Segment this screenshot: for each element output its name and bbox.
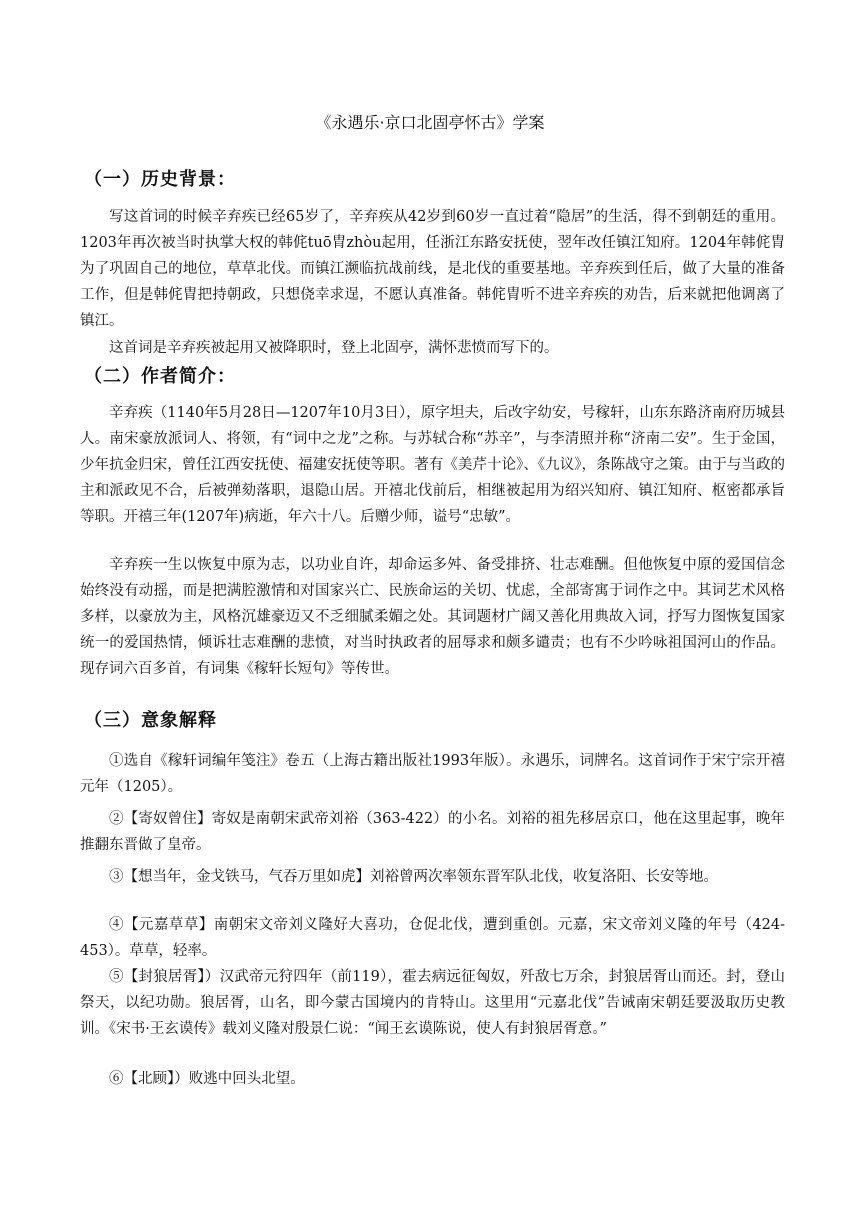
section-heading-history: （一）历史背景：	[84, 169, 236, 190]
author-paragraph-1: 辛弃疾（1140年5月28日—1207年10月3日），原字坦夫，后改字幼安，号稼轩，山东东路济南府历城县人。南宋豪放派词人、将领，有“词中之龙”之称。与苏轼合称“苏辛”，与李清照并称“济南二安”。生于金国，少年抗金归宋，曾任江西安抚使、福建安抚使等职。著有《美芹十论》、《九议》，条陈战守之策。由于与当政的主和派政见不合，后被弹劾落职，退隐山居。开禧北伐前后，相继被起用为绍兴知府、镇江知府、枢密都承旨等职。开禧三年(1207年)病逝，年六十八。后赠少师，谥号“忠敏”。	[80, 405, 785, 525]
history-paragraph-1: 写这首词的时候辛弃疾已经65岁了，辛弃疾从42岁到60岁一直过着“隐居”的生活，得不到朝廷的重用。1203年再次被当时执掌大权的韩侂tuō胄zhòu起用，任浙江东路安抚使，翌年改任镇江知府。1204年韩侂胄为了巩固自己的地位，草草北伐。而镇江濒临抗战前线，是北伐的重要基地。辛弃疾到任后，做了大量的准备工作，但是韩侂胄把持朝政，只想侥幸求逞，不愿认真准备。韩侂胄听不进辛弃疾的劝告，后来就把他调离了镇江。	[80, 209, 785, 329]
document-title: 《永遇乐·京口北固亭怀古》学案	[315, 113, 545, 132]
imagery-note-4: ④【元嘉草草】南朝宋文帝刘义隆好大喜功，仓促北伐，遭到重创。元嘉，宋文帝刘义隆的年号（424-453）。草草，轻率。	[80, 917, 785, 959]
author-paragraph-2: 辛弃疾一生以恢复中原为志，以功业自许，却命运多舛、备受排挤、壮志难酬。但他恢复中原的爱国信念始终没有动摇，而是把满腔激情和对国家兴亡、民族命运的关切、忧虑，全部寄寓于词作之中。其词艺术风格多样，以豪放为主，风格沉雄豪迈又不乏细腻柔媚之处。其词题材广阔又善化用典故入词，抒写力图恢复国家统一的爱国热情，倾诉壮志难酬的悲愤，对当时执政者的屈辱求和颇多谴责；也有不少吟咏祖国河山的作品。现存词六百多首，有词集《稼轩长短句》等传世。	[80, 557, 785, 677]
section-heading-author: （二）作者简介：	[84, 366, 236, 387]
imagery-note-5: ⑤【封狼居胥】）汉武帝元狩四年（前119），霍去病远征匈奴，歼敌七万余，封狼居胥山而还。封，登山祭天，以纪功勋。狼居胥，山名，即今蒙古国境内的肯特山。这里用“元嘉北伐”告诫南宋朝廷要汲取历史教训。《宋书·王玄谟传》载刘义隆对殷景仁说：“闻王玄谟陈说，使人有封狼居胥意。”	[80, 969, 786, 1037]
section-heading-imagery: （三）意象解释	[84, 710, 217, 731]
imagery-note-2: ②【寄奴曾住】寄奴是南朝宋武帝刘裕（363-422）的小名。刘裕的祖先移居京口，他在这里起事，晚年推翻东晋做了皇帝。	[80, 811, 785, 853]
imagery-note-6: ⑥【北顾】）败逃中回头北望。	[109, 1071, 305, 1087]
imagery-note-1: ①选自《稼轩词编年笺注》卷五（上海古籍出版社1993年版）。永遇乐，词牌名。这首词作于宋宁宗开禧元年（1205）。	[80, 753, 785, 795]
imagery-note-3: ③【想当年，金戈铁马，气吞万里如虎】刘裕曾两次率领东晋军队北伐，收复洛阳、长安等地。	[109, 869, 718, 885]
history-paragraph-2: 这首词是辛弃疾被起用又被降职时，登上北固亭，满怀悲愤而写下的。	[109, 340, 559, 356]
